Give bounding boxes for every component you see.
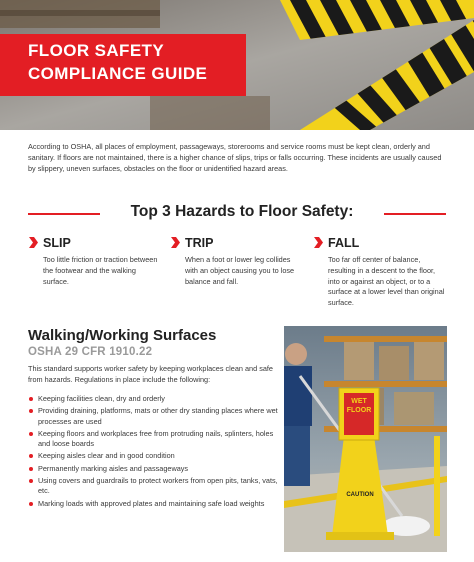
hazard-name: TRIP [185, 236, 214, 250]
bullet-icon [29, 479, 33, 483]
divider-left [28, 213, 100, 215]
bullet-icon [29, 397, 33, 401]
hazard-name: FALL [328, 236, 360, 250]
intro-paragraph: According to OSHA, all places of employment, passageways, storerooms and service rooms must be kept clean, orderly and sanitary. If floors are not maintained, there is a higher chance of slips, trips or falls occurring. These incidents are usually caused by slippery, uneven surfaces, obstacles on the floor or unidentified hazard areas. [28, 142, 442, 173]
sign-text-wet: WET [351, 398, 367, 405]
section-title: Walking/Working Surfaces [28, 327, 217, 344]
chevron-right-icon [313, 237, 324, 248]
sign-text-floor: FLOOR [346, 407, 372, 414]
regulations-list [28, 394, 278, 511]
list-item: Marking loads with approved plates and maintaining safe load weights [28, 499, 278, 509]
hazards-heading [0, 203, 474, 223]
list-item: Permanently marking aisles and passageways [28, 464, 278, 474]
chevron-right-icon [28, 237, 39, 248]
hazard-description: Too little friction or traction between the footwear and the walking surface. [43, 255, 158, 286]
hazard-name: SLIP [43, 236, 71, 250]
bullet-icon [29, 467, 33, 471]
page-title-line1: FLOOR SAFETY [28, 41, 165, 60]
page-title-line2: COMPLIANCE GUIDE [28, 64, 208, 83]
section-body: This standard supports worker safety by keeping workplaces clean and safe from hazards. Regulations in place include the following: [28, 364, 273, 384]
divider-right [384, 213, 446, 215]
hazard-slip [28, 236, 158, 286]
hazard-fall [313, 236, 445, 308]
bullet-icon [29, 409, 33, 413]
cone-caution-text: CAUTION [346, 492, 374, 498]
bullet-icon [29, 432, 33, 436]
hazard-description: When a foot or lower leg collides with an object causing you to lose balance and fall. [185, 255, 295, 286]
hazards-title: Top 3 Hazards to Floor Safety: [130, 203, 354, 220]
wet-floor-photo [284, 326, 447, 552]
list-item: Keeping aisles clear and in good condition [28, 451, 278, 461]
list-item: Providing draining, platforms, mats or other dry standing places where wet processes are used [28, 406, 278, 427]
bullet-icon [29, 454, 33, 458]
header-banner [0, 0, 474, 130]
section-subtitle: OSHA 29 CFR 1910.22 [28, 346, 153, 358]
hazard-description: Too far off center of balance, resulting in a descent to the floor, into or against an object, or to a surface at a lower level than original surface. [328, 255, 445, 308]
list-item: Keeping facilities clean, dry and orderly [28, 394, 278, 404]
warehouse-scene [284, 326, 447, 552]
hazard-trip [170, 236, 300, 286]
chevron-right-icon [170, 237, 181, 248]
list-item: Using covers and guardrails to protect workers from open pits, tanks, vats, etc. [28, 476, 278, 497]
bullet-icon [29, 502, 33, 506]
list-item: Keeping floors and workplaces free from protruding nails, splinters, holes and loose boards [28, 429, 278, 450]
